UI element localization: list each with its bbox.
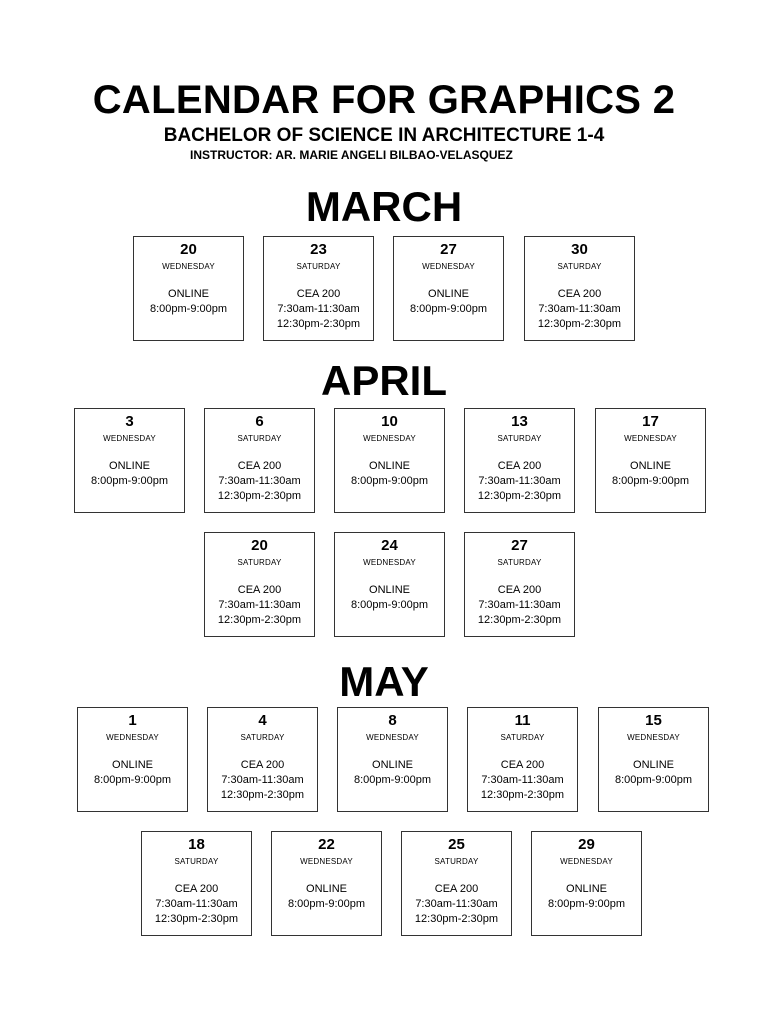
card-time-slot: 8:00pm-9:00pm: [350, 599, 429, 611]
schedule-card: [334, 408, 445, 513]
card-day-number: 4: [258, 712, 267, 729]
card-location: ONLINE: [630, 460, 671, 472]
card-day-number: 11: [514, 712, 531, 729]
card-weekday: WEDNESDAY: [162, 262, 215, 271]
schedule-card: [141, 831, 252, 936]
card-day-number: 23: [310, 241, 327, 258]
month-heading-may: MAY: [339, 658, 429, 705]
card-session-info: [264, 287, 373, 332]
page-title: CALENDAR FOR GRAPHICS 2: [92, 78, 676, 122]
schedule-card: [524, 236, 635, 341]
card-location: ONLINE: [372, 759, 413, 771]
card-time-slot: 7:30am-11:30am: [415, 898, 498, 910]
card-weekday: WEDNESDAY: [300, 857, 353, 866]
card-time-slot: 12:30pm-2:30pm: [154, 913, 239, 925]
program-subtitle: BACHELOR OF SCIENCE IN ARCHITECTURE 1-4: [163, 125, 605, 146]
card-time-slot: 12:30pm-2:30pm: [276, 318, 361, 330]
card-time-slot: 12:30pm-2:30pm: [537, 318, 622, 330]
card-day-number: 20: [180, 241, 197, 258]
card-day-number: 3: [125, 413, 134, 430]
month-heading-april: APRIL: [321, 357, 447, 404]
card-time-slot: 12:30pm-2:30pm: [414, 913, 499, 925]
card-time-slot: 7:30am-11:30am: [277, 303, 360, 315]
card-weekday: SATURDAY: [237, 434, 282, 443]
card-time-slot: 8:00pm-9:00pm: [149, 303, 228, 315]
card-time-slot: 12:30pm-2:30pm: [217, 490, 302, 502]
card-time-slot: 8:00pm-9:00pm: [93, 774, 172, 786]
card-location: ONLINE: [112, 759, 153, 771]
schedule-card: [133, 236, 244, 341]
card-day-number: 17: [642, 413, 659, 430]
card-weekday: SATURDAY: [296, 262, 341, 271]
card-weekday: SATURDAY: [500, 733, 545, 742]
card-time-slot: 8:00pm-9:00pm: [611, 475, 690, 487]
schedule-card: [204, 532, 315, 637]
card-time-slot: 7:30am-11:30am: [481, 774, 564, 786]
card-session-info: [525, 287, 634, 332]
schedule-card: [337, 707, 448, 812]
card-weekday: WEDNESDAY: [106, 733, 159, 742]
card-weekday: SATURDAY: [240, 733, 285, 742]
card-time-slot: 7:30am-11:30am: [478, 599, 561, 611]
card-day-number: 10: [381, 413, 398, 430]
schedule-card: [271, 831, 382, 936]
card-day-number: 15: [645, 712, 662, 729]
schedule-card: [464, 408, 575, 513]
card-location: CEA 200: [237, 460, 282, 472]
card-weekday: WEDNESDAY: [627, 733, 680, 742]
schedule-card: [401, 831, 512, 936]
schedule-card: [464, 532, 575, 637]
card-location: ONLINE: [566, 883, 607, 895]
card-session-info: [402, 882, 511, 927]
card-location: CEA 200: [497, 460, 542, 472]
card-weekday: WEDNESDAY: [422, 262, 475, 271]
schedule-card: [531, 831, 642, 936]
card-weekday: SATURDAY: [434, 857, 479, 866]
card-location: ONLINE: [369, 460, 410, 472]
card-session-info: [465, 459, 574, 504]
card-time-slot: 8:00pm-9:00pm: [350, 475, 429, 487]
schedule-card: [467, 707, 578, 812]
schedule-card: [263, 236, 374, 341]
card-day-number: 8: [388, 712, 397, 729]
card-location: ONLINE: [428, 288, 469, 300]
card-location: CEA 200: [497, 584, 542, 596]
card-session-info: [465, 583, 574, 628]
card-day-number: 13: [511, 413, 528, 430]
card-time-slot: 12:30pm-2:30pm: [217, 614, 302, 626]
card-weekday: WEDNESDAY: [103, 434, 156, 443]
card-weekday: WEDNESDAY: [363, 558, 416, 567]
card-time-slot: 8:00pm-9:00pm: [90, 475, 169, 487]
card-time-slot: 7:30am-11:30am: [538, 303, 621, 315]
card-day-number: 1: [128, 712, 137, 729]
card-weekday: WEDNESDAY: [366, 733, 419, 742]
card-session-info: [134, 287, 243, 317]
card-time-slot: 7:30am-11:30am: [218, 475, 301, 487]
card-day-number: 22: [318, 836, 335, 853]
schedule-card: [207, 707, 318, 812]
card-session-info: [208, 758, 317, 803]
schedule-card: [598, 707, 709, 812]
card-session-info: [394, 287, 503, 317]
card-weekday: SATURDAY: [237, 558, 282, 567]
schedule-card: [204, 408, 315, 513]
card-time-slot: 12:30pm-2:30pm: [477, 490, 562, 502]
card-location: ONLINE: [168, 288, 209, 300]
card-session-info: [335, 583, 444, 613]
schedule-card: [393, 236, 504, 341]
schedule-card: [74, 408, 185, 513]
card-time-slot: 8:00pm-9:00pm: [353, 774, 432, 786]
month-heading-march: MARCH: [305, 183, 463, 230]
card-session-info: [596, 459, 705, 489]
card-time-slot: 8:00pm-9:00pm: [287, 898, 366, 910]
card-time-slot: 8:00pm-9:00pm: [409, 303, 488, 315]
card-time-slot: 12:30pm-2:30pm: [480, 789, 565, 801]
card-weekday: SATURDAY: [174, 857, 219, 866]
schedule-card: [595, 408, 706, 513]
card-session-info: [335, 459, 444, 489]
card-location: CEA 200: [557, 288, 602, 300]
card-session-info: [78, 758, 187, 788]
card-weekday: WEDNESDAY: [363, 434, 416, 443]
card-day-number: 30: [571, 241, 588, 258]
card-time-slot: 8:00pm-9:00pm: [614, 774, 693, 786]
card-location: ONLINE: [633, 759, 674, 771]
card-weekday: WEDNESDAY: [624, 434, 677, 443]
card-day-number: 29: [578, 836, 595, 853]
card-session-info: [468, 758, 577, 803]
card-day-number: 24: [381, 537, 398, 554]
card-time-slot: 8:00pm-9:00pm: [547, 898, 626, 910]
card-session-info: [142, 882, 251, 927]
card-time-slot: 12:30pm-2:30pm: [477, 614, 562, 626]
card-day-number: 20: [251, 537, 268, 554]
card-time-slot: 7:30am-11:30am: [221, 774, 304, 786]
card-time-slot: 12:30pm-2:30pm: [220, 789, 305, 801]
card-location: ONLINE: [306, 883, 347, 895]
card-time-slot: 7:30am-11:30am: [218, 599, 301, 611]
card-weekday: SATURDAY: [497, 558, 542, 567]
card-time-slot: 7:30am-11:30am: [478, 475, 561, 487]
card-session-info: [338, 758, 447, 788]
card-day-number: 25: [448, 836, 465, 853]
card-location: ONLINE: [369, 584, 410, 596]
card-weekday: SATURDAY: [557, 262, 602, 271]
card-location: CEA 200: [174, 883, 219, 895]
card-session-info: [75, 459, 184, 489]
card-location: CEA 200: [500, 759, 545, 771]
card-location: CEA 200: [434, 883, 479, 895]
schedule-card: [77, 707, 188, 812]
card-session-info: [532, 882, 641, 912]
card-location: CEA 200: [296, 288, 341, 300]
card-session-info: [205, 583, 314, 628]
card-location: CEA 200: [240, 759, 285, 771]
instructor-line: INSTRUCTOR: AR. MARIE ANGELI BILBAO-VELASQUEZ: [190, 148, 513, 162]
card-session-info: [272, 882, 381, 912]
card-weekday: SATURDAY: [497, 434, 542, 443]
card-day-number: 27: [511, 537, 528, 554]
schedule-card: [334, 532, 445, 637]
card-day-number: 6: [255, 413, 264, 430]
card-location: ONLINE: [109, 460, 150, 472]
card-session-info: [205, 459, 314, 504]
card-session-info: [599, 758, 708, 788]
card-day-number: 27: [440, 241, 457, 258]
card-location: CEA 200: [237, 584, 282, 596]
card-day-number: 18: [188, 836, 205, 853]
card-time-slot: 7:30am-11:30am: [155, 898, 238, 910]
card-weekday: WEDNESDAY: [560, 857, 613, 866]
